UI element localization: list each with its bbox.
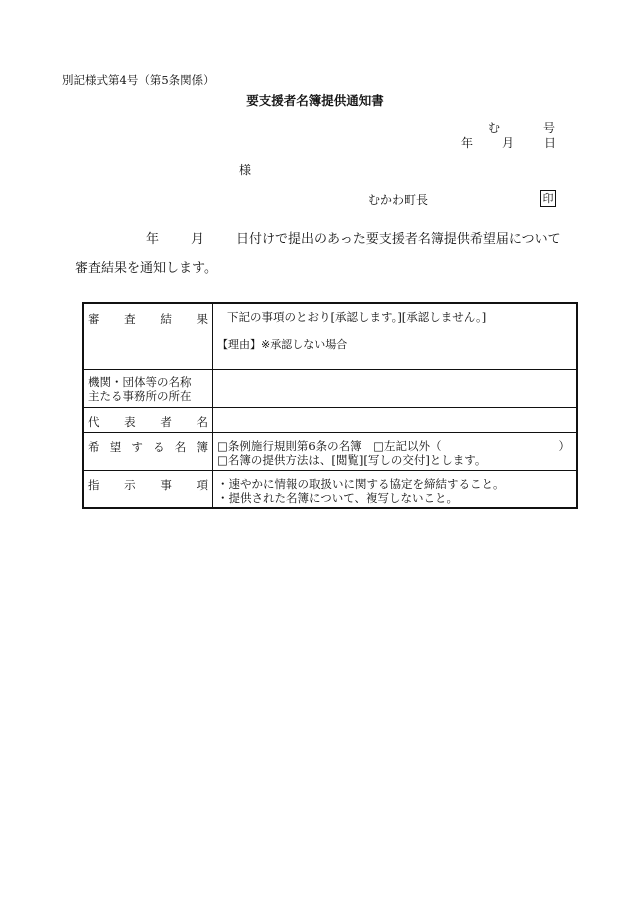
label-org-name: 機関・団体等の名称 [88, 374, 192, 389]
label-char: 名 [196, 414, 208, 429]
value-organization[interactable] [213, 369, 578, 407]
label-instructions [83, 470, 213, 508]
label-organization [83, 369, 213, 407]
label-char: 結 [160, 312, 172, 326]
row-review-result [83, 303, 577, 369]
row-organization [83, 369, 577, 407]
number-suffix: 号 [543, 121, 556, 135]
row-instructions [83, 470, 577, 508]
body-line-2: 審査結果を通知します。 [75, 261, 217, 276]
label-char: 果 [196, 312, 208, 326]
roster-type-options: □条例施行規則第6条の名簿 □左記以外（ [217, 438, 442, 453]
row-representative [83, 407, 577, 432]
label-char: 望 [109, 439, 122, 454]
label-char: 審 [88, 312, 100, 326]
roster-type-line [217, 439, 572, 453]
body-year: 年 [146, 232, 160, 247]
label-char: 示 [124, 477, 136, 492]
recipient-honorific: 様 [239, 163, 252, 177]
label-review-result [83, 303, 213, 369]
body-text: 日付けで提出のあった要支援者名簿提供希望届について [236, 232, 561, 247]
result-table [82, 302, 578, 509]
provision-method-line: □名簿の提供方法は、[閲覧][写しの交付]とします。 [217, 452, 487, 467]
roster-type-close-paren: ） [558, 438, 570, 453]
value-desired-roster[interactable] [213, 432, 578, 470]
label-representative [83, 407, 213, 432]
form-number-label: 別記様式第4号（第5条関係） [62, 73, 215, 87]
label-char: 代 [88, 414, 100, 429]
label-char: 項 [196, 477, 208, 492]
date-day-label: 日 [544, 136, 557, 150]
label-char: 名 [174, 439, 187, 454]
value-instructions [213, 470, 578, 508]
document-title: 要支援者名簿提供通知書 [246, 93, 384, 108]
instruction-item: ・速やかに情報の取扱いに関する協定を締結すること。 [217, 476, 505, 491]
review-result-text: 下記の事項のとおり[承認します。][承認しません。] [227, 310, 487, 324]
sender-mayor: むかわ町長 [368, 193, 429, 207]
label-desired-roster [83, 432, 213, 470]
value-representative[interactable] [213, 407, 578, 432]
date-month-label: 月 [502, 136, 515, 150]
label-char: 簿 [196, 439, 208, 454]
label-char: る [153, 439, 165, 454]
body-line-1 [146, 233, 561, 246]
number-prefix: む [488, 121, 501, 135]
label-org-address: 主たる事務所の所在 [88, 388, 192, 403]
label-char: 希 [88, 439, 100, 454]
instruction-item: ・提供された名簿について、複写しないこと。 [217, 490, 459, 505]
label-char: 指 [88, 477, 100, 492]
label-char: 査 [124, 312, 136, 326]
seal-box: 印 [540, 190, 556, 207]
label-char: 事 [160, 477, 172, 492]
body-month: 月 [191, 232, 205, 247]
reason-text: 【理由】※承認しない場合 [217, 338, 348, 351]
label-char: 者 [160, 414, 172, 429]
row-desired-roster [83, 432, 577, 470]
date-year-label: 年 [461, 136, 474, 150]
value-review-result[interactable] [213, 303, 578, 369]
label-char: 表 [124, 414, 136, 429]
label-char: す [131, 439, 143, 454]
